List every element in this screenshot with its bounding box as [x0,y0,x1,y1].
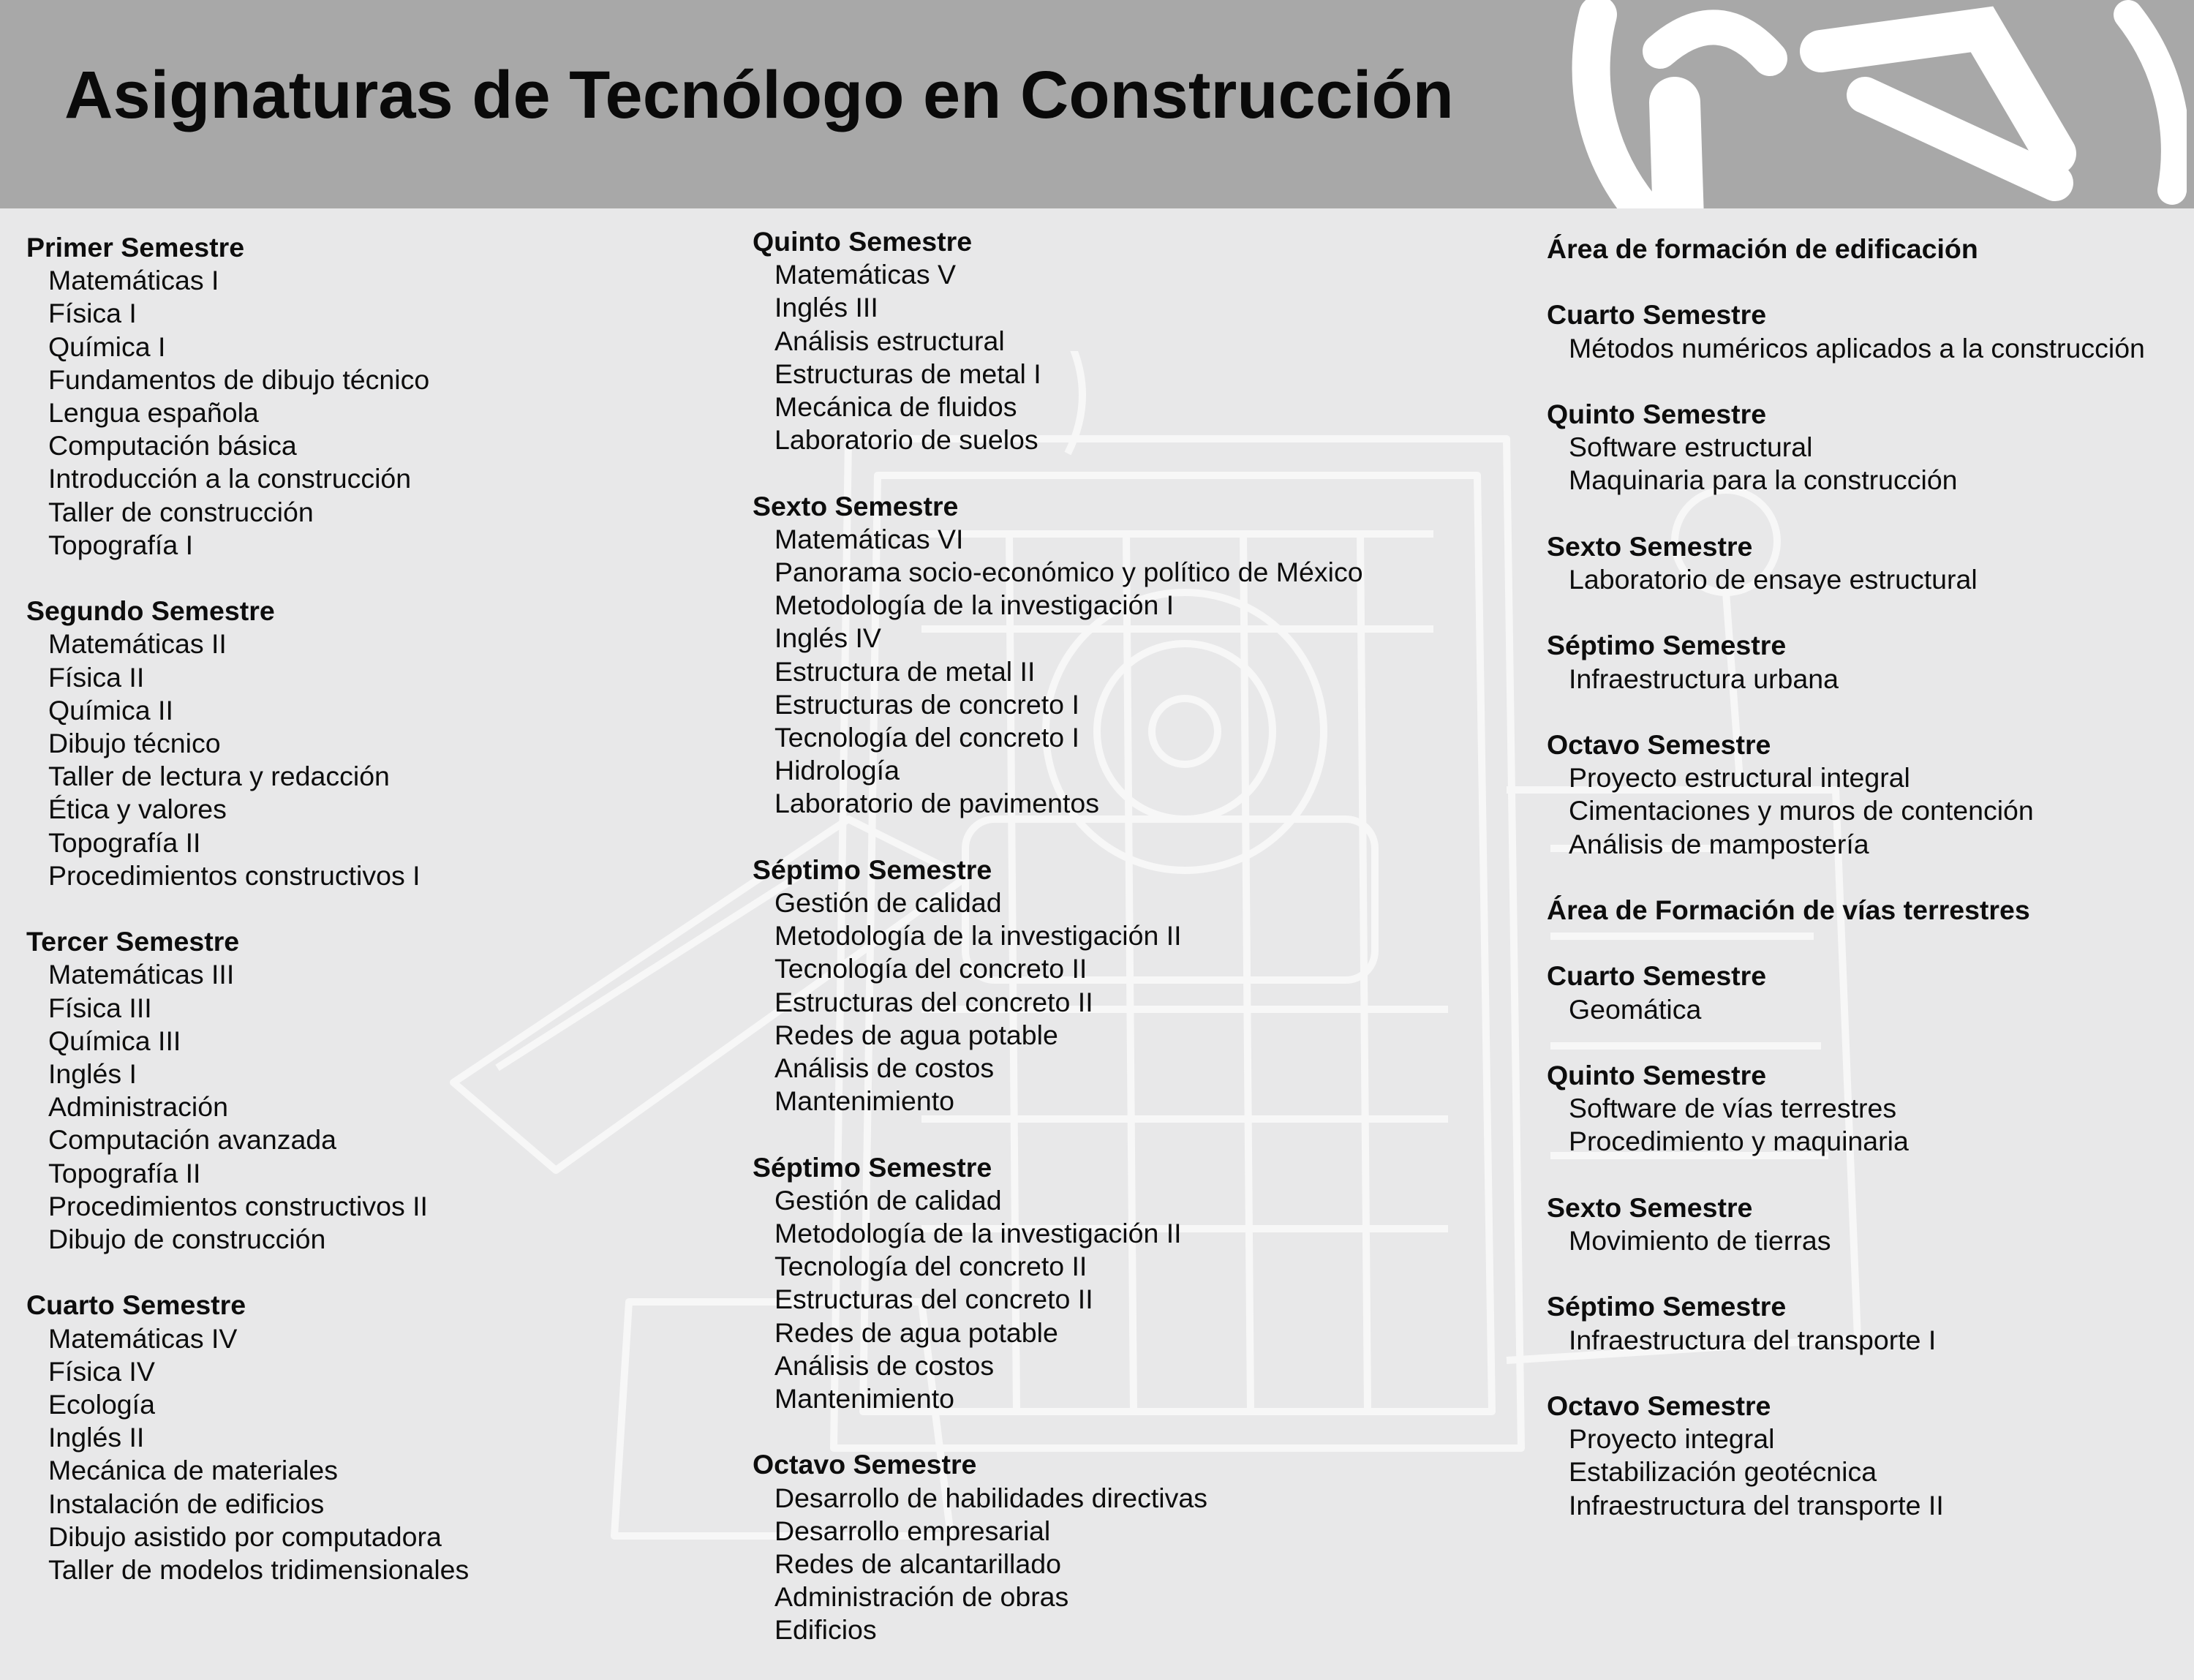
course-item: Redes de agua potable [774,1019,1058,1050]
course-item: Matemáticas I [48,265,219,296]
course-item: Mecánica de materiales [48,1455,339,1486]
course-item: Redes de agua potable [774,1316,1058,1348]
semester-heading: Quinto Semestre [1547,398,1767,429]
semester-group [1547,1390,2145,1522]
course-item: Ecología [48,1389,155,1420]
semester-group [1547,530,2145,596]
semester-heading: Octavo Semestre [1547,728,1771,760]
semester-group [1547,1059,2145,1159]
course-item: Mantenimiento [774,1085,954,1117]
header-banner [0,0,2194,208]
course-item: Mantenimiento [774,1383,954,1415]
course-item: Procedimientos constructivos I [48,859,421,891]
course-item: Inglés I [48,1058,137,1090]
course-item: Lengua española [48,397,259,429]
course-item: Administración [48,1091,228,1123]
column-specialization-areas [1547,233,2145,1555]
semester-group [753,854,1363,1118]
course-item: Metodología de la investigación I [774,589,1175,621]
course-item: Mecánica de fluidos [774,391,1017,423]
semester-heading: Tercer Semestre [26,926,240,957]
semester-heading: Sexto Semestre [753,490,959,521]
course-item: Estructuras de metal I [774,358,1041,389]
course-item: Química III [48,1025,181,1056]
semester-heading: Cuarto Semestre [26,1289,246,1321]
course-item: Estabilización geotécnica [1569,1456,1877,1488]
course-item: Infraestructura del transporte II [1569,1489,1944,1521]
course-item: Taller de lectura y redacción [48,761,390,792]
course-item: Estructuras del concreto II [774,1284,1093,1315]
course-item: Metodología de la investigación II [774,1218,1182,1249]
course-item: Tecnología del concreto I [774,722,1079,753]
course-item: Inglés III [774,292,878,323]
course-item: Física IV [48,1355,155,1387]
course-item: Tecnología del concreto II [774,1251,1087,1282]
course-item: Procedimiento y maquinaria [1569,1126,1909,1157]
course-item: Proyecto estructural integral [1569,762,1910,794]
course-item: Matemáticas II [48,628,227,660]
course-item: Computación avanzada [48,1124,337,1156]
course-item: Dibujo asistido por computadora [48,1521,442,1552]
column-semesters-1-4 [26,231,469,1619]
course-item: Laboratorio de ensaye estructural [1569,563,1978,595]
semester-heading: Cuarto Semestre [1547,960,1767,992]
semester-heading: Segundo Semestre [26,595,275,627]
course-item: Taller de construcción [48,496,314,527]
course-item: Dibujo técnico [48,728,221,759]
course-item: Física II [48,661,145,693]
semester-group [1547,629,2145,695]
semester-heading: Séptimo Semestre [1547,1291,1787,1322]
semester-group [26,231,469,562]
course-item: Redes de alcantarillado [774,1548,1061,1580]
course-item: Química II [48,694,173,726]
course-item: Proyecto integral [1569,1423,1775,1455]
course-item: Edificios [774,1614,877,1646]
semester-group [1547,398,2145,497]
course-item: Gestión de calidad [774,1184,1002,1216]
course-item: Análisis de mampostería [1569,828,1869,859]
course-item: Análisis de costos [774,1349,995,1381]
course-item: Topografía II [48,826,201,858]
course-item: Hidrología [774,755,900,786]
semester-heading: Octavo Semestre [1547,1390,1771,1421]
course-item: Estructuras de concreto I [774,688,1079,720]
course-item: Inglés IV [774,622,881,654]
course-item: Cimentaciones y muros de contención [1569,795,2034,826]
page-title: Asignaturas de Tecnólogo en Construcción [64,58,1454,132]
course-item: Dibujo de construcción [48,1224,326,1255]
course-item: Maquinaria para la construcción [1569,464,1958,496]
semester-heading: Cuarto Semestre [1547,299,1767,331]
institution-logo-icon [1528,0,2187,208]
semester-heading: Séptimo Semestre [1547,630,1787,661]
course-item: Tecnología del concreto II [774,953,1087,984]
course-item: Administración de obras [774,1581,1069,1613]
semester-heading: Sexto Semestre [1547,1191,1753,1223]
course-item: Ética y valores [48,794,227,825]
course-item: Software estructural [1569,432,1813,463]
course-item: Química I [48,331,166,362]
area-heading: Área de formación de edificación [1547,233,1978,264]
course-item: Metodología de la investigación II [774,920,1182,952]
course-item: Computación básica [48,430,297,462]
semester-heading: Séptimo Semestre [753,1151,992,1183]
course-item: Estructura de metal II [774,655,1036,687]
course-item: Matemáticas V [774,259,956,290]
course-item: Infraestructura del transporte I [1569,1324,1937,1355]
course-item: Fundamentos de dibujo técnico [48,364,430,395]
course-item: Laboratorio de pavimentos [774,788,1100,819]
semester-group [1547,1191,2145,1257]
course-item: Procedimientos constructivos II [48,1190,428,1221]
course-item: Física III [48,992,152,1023]
semester-group [1547,960,2145,1025]
semester-heading: Primer Semestre [26,232,245,263]
semester-heading: Quinto Semestre [753,226,973,257]
semester-heading: Séptimo Semestre [753,854,992,885]
semester-group [753,490,1363,821]
course-item: Topografía II [48,1157,201,1189]
semester-group [753,1448,1363,1646]
course-item: Desarrollo empresarial [774,1515,1051,1546]
course-item: Panorama socio-económico y político de México [774,557,1363,588]
semester-group [753,1151,1363,1416]
course-item: Introducción a la construcción [48,463,412,494]
course-item: Taller de modelos tridimensionales [48,1554,470,1586]
course-item: Estructuras del concreto II [774,986,1093,1017]
course-item: Software de vías terrestres [1569,1093,1897,1124]
semester-group [1547,728,2145,861]
semester-heading: Sexto Semestre [1547,530,1753,562]
course-item: Matemáticas III [48,959,235,990]
course-item: Laboratorio de suelos [774,424,1038,456]
course-item: Movimiento de tierras [1569,1224,1831,1256]
area-heading: Área de Formación de vías terrestres [1547,894,2030,925]
course-item: Gestión de calidad [774,887,1002,919]
course-item: Análisis estructural [774,325,1005,356]
course-item: Infraestructura urbana [1569,663,1839,694]
semester-heading: Quinto Semestre [1547,1059,1767,1091]
course-item: Matemáticas IV [48,1322,238,1354]
semester-group [1547,1290,2145,1356]
semester-group [26,595,469,892]
semester-heading: Octavo Semestre [753,1449,977,1480]
course-item: Física I [48,298,137,329]
course-item: Análisis de costos [774,1052,995,1084]
course-item: Inglés II [48,1422,145,1453]
course-item: Métodos numéricos aplicados a la construcción [1569,332,2145,364]
semester-group [753,225,1363,456]
column-semesters-5-8 [753,225,1363,1680]
course-item: Matemáticas VI [774,523,964,554]
semester-group [26,925,469,1256]
course-item: Geomática [1569,993,1702,1025]
course-item: Topografía I [48,529,194,560]
semester-group [26,1289,469,1586]
course-item: Desarrollo de habilidades directivas [774,1482,1207,1513]
semester-group [1547,298,2145,364]
course-item: Instalación de edificios [48,1488,325,1519]
